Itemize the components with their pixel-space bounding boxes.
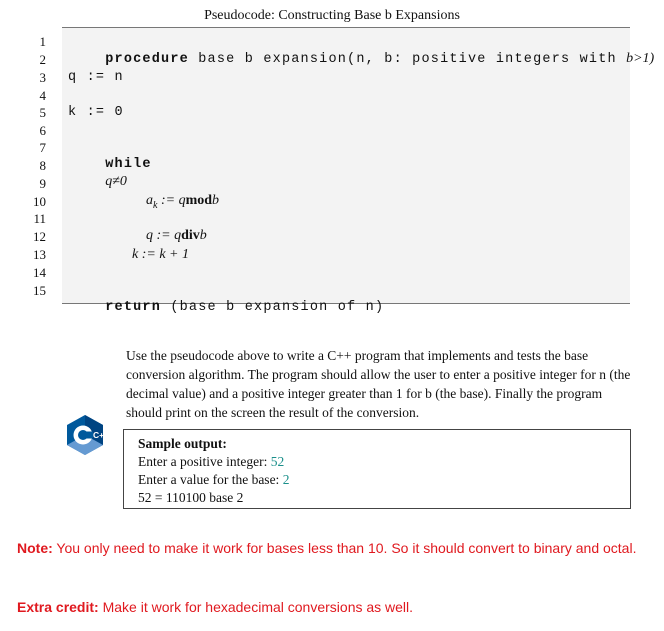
code-line-2: [0, 51, 640, 68]
assign-q-div: q := qdivb: [146, 228, 207, 243]
sample-line-2: Enter a value for the base: 2: [138, 472, 290, 487]
line-number: 3: [39, 70, 46, 85]
assignment-description: Use the pseudocode above to write a C++ program that implements and tests the base conversion algorithm. The program should allow the user to enter a positive integer for n (the decimal value) and a positive integer greater than 1 for b (the base). Finally the program should print on the screen the result of the conversion.: [126, 348, 631, 420]
sample-input-value: 52: [270, 454, 285, 469]
pseudocode-title: Pseudocode: Constructing Base b Expansions: [204, 8, 460, 23]
line-number: 11: [33, 211, 46, 226]
code-line-3: [0, 69, 640, 86]
line-number: 2: [39, 52, 46, 67]
keyword-while: while: [105, 157, 152, 172]
line-number: 12: [33, 229, 46, 244]
extra-credit-label: Extra credit:: [17, 599, 99, 615]
sample-base-value: 2: [282, 472, 290, 487]
sample-line-3: 52 = 110100 base 2: [138, 490, 244, 505]
line-number: 1: [39, 34, 46, 49]
cpp-logo-text: C++: [93, 430, 110, 440]
line-number: 4: [39, 88, 46, 103]
sample-line-1: Enter a positive integer: 52: [138, 454, 285, 469]
line-number: 5: [39, 105, 46, 120]
code-line-6: [0, 122, 640, 139]
code-line-7: [0, 139, 640, 189]
line-number: 8: [39, 158, 46, 173]
sample-output-box: [123, 429, 631, 509]
code-line-1: [0, 33, 655, 67]
line-number: 9: [39, 176, 46, 191]
keyword-return: return: [105, 300, 162, 315]
line-number: 13: [33, 247, 46, 262]
code-line-5: [0, 104, 640, 121]
code-line-4: [0, 87, 640, 104]
code-line-8: [0, 157, 640, 174]
line-number: 6: [39, 123, 46, 138]
note-label: Note:: [17, 540, 53, 556]
code-line-14: [0, 264, 640, 281]
code-line-15: [0, 282, 640, 315]
code-line-12: [0, 228, 640, 245]
cpp-logo-icon: [66, 414, 110, 456]
return-value: (base b expansion of n): [161, 300, 385, 315]
sample-output-heading: Sample output:: [138, 436, 227, 451]
note-text: Note: You only need to make it work for bases less than 10. So it should convert to binary and octal.: [17, 540, 637, 556]
extra-credit-text: Extra credit: Make it work for hexadecimal conversions as well.: [17, 599, 414, 615]
line-number: 15: [33, 283, 46, 298]
code-line-10: [0, 193, 640, 210]
assign-q: q := n: [68, 70, 124, 85]
assign-ak: $a_k$ := qmodb: [146, 193, 220, 211]
keyword-procedure: procedure: [105, 52, 189, 67]
line-number: 14: [33, 265, 46, 280]
base-condition: b>1): [626, 51, 655, 66]
procedure-signature: base b expansion(n, b: positive integers with: [188, 52, 627, 67]
assign-k: k := 0: [68, 105, 124, 120]
while-condition: q≠0: [105, 174, 127, 189]
code-line-13: [0, 246, 640, 263]
line-number: 7: [39, 140, 46, 155]
line-number: 10: [33, 194, 46, 209]
increment-k: k := k + 1: [132, 247, 189, 262]
